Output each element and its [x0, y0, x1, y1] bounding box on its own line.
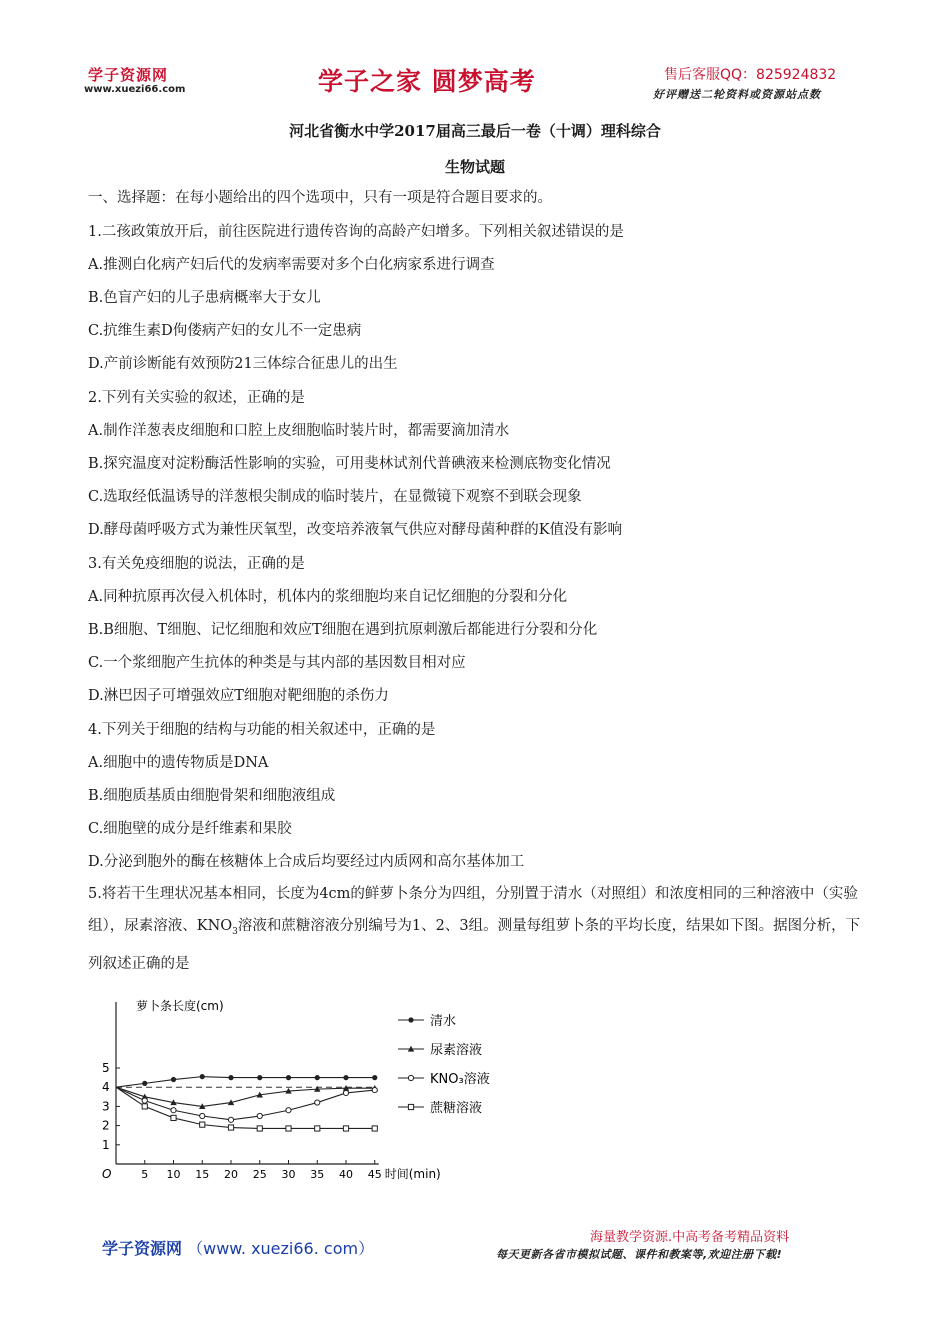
series-line	[116, 1077, 375, 1088]
option-text: B.细胞质基质由细胞骨架和细胞液组成	[88, 788, 336, 804]
y-tick-label: 4	[102, 1080, 110, 1095]
y-tick-label: 3	[102, 1099, 110, 1114]
series-line	[116, 1087, 375, 1120]
option-text: C.细胞壁的成分是纤维素和果胶	[88, 821, 292, 837]
legend-label: 蔗糖溶液	[430, 1101, 483, 1116]
footer-url[interactable]: （www. xuezi66. com）	[187, 1239, 375, 1258]
support-qq: 售后客服QQ：825924832	[664, 67, 837, 83]
option-text: D.分泌到胞外的酶在核糖体上合成后均要经过内质网和高尔基体加工	[88, 854, 525, 870]
option-text: D.淋巴因子可增强效应T细胞对靶细胞的杀伤力	[88, 688, 389, 704]
option-text: A.制作洋葱表皮细胞和口腔上皮细胞临时装片时，都需要滴加清水	[88, 423, 510, 439]
option-text: C.一个浆细胞产生抗体的种类是与其内部的基因数目相对应	[88, 655, 466, 671]
y-tick-label: 1	[102, 1137, 110, 1152]
data-point	[408, 1017, 413, 1022]
question-5-stem	[88, 878, 864, 980]
option-text: A.推测白化病产妇后代的发病率需要对多个白化病家系进行调查	[88, 257, 495, 273]
x-tick-label: 35	[310, 1168, 325, 1181]
footer-update-note: 每天更新各省市模拟试题、课件和教案等,欢迎注册下载!	[496, 1248, 783, 1261]
x-tick-label: 45	[367, 1168, 382, 1181]
data-point	[142, 1104, 147, 1109]
data-point	[171, 1077, 176, 1082]
data-point	[343, 1090, 348, 1095]
header-banner: 学子之家 圆梦高考	[318, 67, 536, 96]
data-point	[286, 1126, 291, 1131]
data-point	[200, 1074, 205, 1079]
x-tick-label: 15	[195, 1168, 210, 1181]
y-axis-label: 萝卜条长度(cm)	[136, 999, 224, 1013]
option-text: C.抗维生素D佝偻病产妇的女儿不一定患病	[88, 323, 362, 339]
option-text: B.B细胞、T细胞、记忆细胞和效应T细胞在遇到抗原刺激后都能进行分裂和分化	[88, 622, 598, 638]
y-tick-label: 5	[102, 1061, 110, 1075]
data-point	[286, 1108, 291, 1113]
data-point	[408, 1104, 413, 1109]
data-point	[286, 1075, 291, 1080]
x-tick-label: 20	[224, 1168, 238, 1181]
data-point	[343, 1126, 348, 1131]
x-tick-label: 5	[141, 1168, 149, 1181]
option-text: D.酵母菌呼吸方式为兼性厌氧型，改变培养液氧气供应对酵母菌种群的K值没有影响	[88, 522, 623, 538]
data-point	[315, 1075, 320, 1080]
question-stem: 2.下列有关实验的叙述，正确的是	[88, 390, 305, 406]
footer-brand[interactable]: 学子资源网	[102, 1239, 183, 1258]
question-stem: 1.二孩政策放开后，前往医院进行遗传咨询的高龄产妇增多。下列相关叙述错误的是	[88, 224, 624, 240]
x-tick-label: 30	[281, 1168, 296, 1181]
data-point	[142, 1081, 147, 1086]
q5-text-part1: 5.将若干生理状况基本相同，长度为4cm的鲜萝卜条分为四组，分别置于清水（对照组）和浓度相同的三种溶液中（实验组），尿素溶液、KNO	[88, 886, 858, 934]
option-text: D.产前诊断能有效预防21三体综合征患儿的出生	[88, 356, 398, 372]
data-point	[142, 1098, 147, 1103]
option-text: A.细胞中的遗传物质是DNA	[88, 755, 269, 771]
exam-title: 河北省衡水中学2017届高三最后一卷（十调）理科综合	[289, 122, 661, 140]
origin-label: O	[102, 1167, 112, 1181]
option-text: B.色盲产妇的儿子患病概率大于女儿	[88, 290, 321, 306]
footer-left	[102, 1236, 374, 1259]
option-text: B.探究温度对淀粉酶活性影响的实验，可用斐林试剂代普碘液来检测底物变化情况	[88, 456, 611, 472]
data-point	[257, 1126, 262, 1131]
data-point	[372, 1075, 377, 1080]
data-point	[200, 1122, 205, 1127]
data-point	[257, 1075, 262, 1080]
section-heading: 一、选择题：在每小题给出的四个选项中，只有一项是符合题目要求的。	[88, 190, 552, 206]
site-logo-name[interactable]: 学子资源网	[88, 66, 169, 84]
data-point	[408, 1075, 413, 1080]
legend-label: 尿素溶液	[430, 1043, 483, 1058]
data-point	[372, 1126, 377, 1131]
x-tick-label: 40	[339, 1168, 353, 1181]
x-tick-label: 25	[252, 1168, 267, 1181]
x-tick-label: 10	[166, 1168, 181, 1181]
length-chart	[96, 994, 516, 1194]
exam-subtitle: 生物试题	[444, 158, 505, 176]
q5-subscript: 3	[232, 926, 238, 937]
data-point	[228, 1117, 233, 1122]
q5-text-part2: 溶液和蔗糖溶液分别编号为1、2、3组。测量每组萝卜条的平均长度，结果如下图。据图分析，下列叙述正确的是	[88, 918, 861, 972]
legend-label: KNO₃溶液	[430, 1072, 490, 1087]
data-point	[315, 1100, 320, 1105]
question-stem: 4.下列关于细胞的结构与功能的相关叙述中，正确的是	[88, 722, 436, 738]
site-logo-url[interactable]: www.xuezi66.com	[84, 84, 186, 95]
data-point	[315, 1126, 320, 1131]
x-axis-label: 时间(min)	[384, 1167, 441, 1181]
data-point	[200, 1113, 205, 1118]
data-point	[257, 1113, 262, 1118]
option-text: A.同种抗原再次侵入机体时，机体内的浆细胞均来自记忆细胞的分裂和分化	[88, 589, 568, 605]
promo-text: 好评赠送二轮资料或资源站点数	[653, 88, 821, 101]
legend-label: 清水	[430, 1014, 457, 1029]
data-point	[228, 1125, 233, 1130]
question-stem: 3.有关免疫细胞的说法，正确的是	[88, 556, 305, 572]
data-point	[372, 1087, 377, 1092]
data-point	[228, 1075, 233, 1080]
data-point	[171, 1115, 176, 1120]
y-tick-label: 2	[102, 1118, 110, 1133]
data-point	[343, 1075, 348, 1080]
data-point	[171, 1108, 176, 1113]
series-line	[116, 1087, 375, 1128]
footer-resources: 海量教学资源.中高考备考精品资料	[590, 1230, 790, 1245]
option-text: C.选取经低温诱导的洋葱根尖制成的临时装片，在显微镜下观察不到联会现象	[88, 489, 582, 505]
